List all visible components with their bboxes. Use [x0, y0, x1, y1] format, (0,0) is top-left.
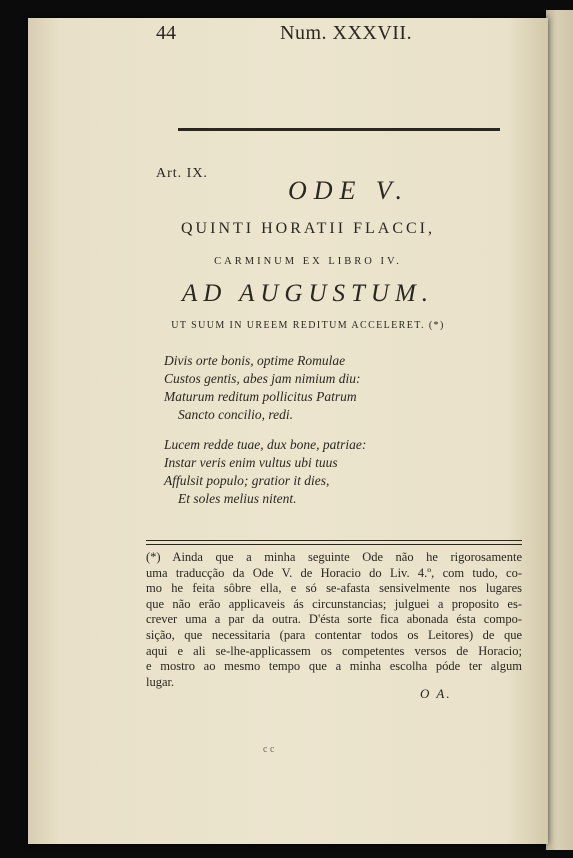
- verse-line: Maturum reditum pollicitus Patrum: [164, 389, 357, 404]
- footnote-line: sição, que necessitaria (para contentar todos os Leitores) de que: [146, 627, 522, 642]
- footnote-line: e mostro ao mesmo tempo que a minha escolha póde ter algum: [146, 659, 522, 674]
- book-page: [28, 18, 548, 844]
- verse-line: Divis orte bonis, optime Romulae: [164, 353, 346, 368]
- article-label: Art. IX.: [156, 166, 208, 181]
- footnote-line: que não erão applicaveis ás circunstancias; julguei a proposito es-: [146, 596, 522, 611]
- footnote-line: mo he feita sôbre ella, e só se-afasta sensivelmente nos lugares: [146, 581, 522, 596]
- footnote: [146, 550, 522, 690]
- verse-line: Lucem redde tuae, dux bone, patriae:: [164, 437, 367, 452]
- page-number: 44: [156, 22, 176, 44]
- verse-line: Affulsit populo; gratior it dies,: [164, 473, 330, 488]
- poem-book: CARMINUM EX LIBRO IV.: [214, 256, 402, 267]
- adjacent-page-edge: [546, 10, 573, 850]
- stanza: [164, 352, 361, 424]
- issue-number: Num. XXXVII.: [280, 22, 413, 44]
- poem-author: QUINTI HORATII FLACCI,: [181, 220, 435, 237]
- footnote-line: (*) Ainda que a minha seguinte Ode não he rigorosamente: [146, 550, 522, 564]
- verse-line: Sancto concilio, redi.: [178, 407, 293, 422]
- printer-mark: c c: [263, 744, 275, 755]
- footnote-rule: [146, 540, 522, 545]
- stanza: [164, 436, 366, 508]
- verse-line: Custos gentis, abes jam nimium diu:: [164, 371, 361, 386]
- poem-subtitle: UT SUUM IN UREEM REDITUM ACCELERET. (*): [171, 320, 445, 331]
- header-rule: [178, 128, 500, 131]
- ode-title: ODE V.: [288, 176, 409, 205]
- footnote-line: uma traducção da Ode V. de Horacio do Liv. 4.º, com tudo, co-: [146, 565, 522, 580]
- footnote-line: lugar.: [146, 674, 175, 689]
- footnote-line: crever uma a par da outra. D'ésta sorte fica abonada ésta compo-: [146, 612, 522, 627]
- poem-addressee: AD AUGUSTUM.: [181, 280, 435, 307]
- verse-line: Instar veris enim vultus ubi tuus: [164, 455, 338, 470]
- verse-line: Et soles melius nitent.: [178, 491, 297, 506]
- footnote-line: aqui e ali se-lhe-applicassem os competentes versos de Horacio;: [146, 643, 522, 658]
- signature: O A.: [420, 686, 452, 701]
